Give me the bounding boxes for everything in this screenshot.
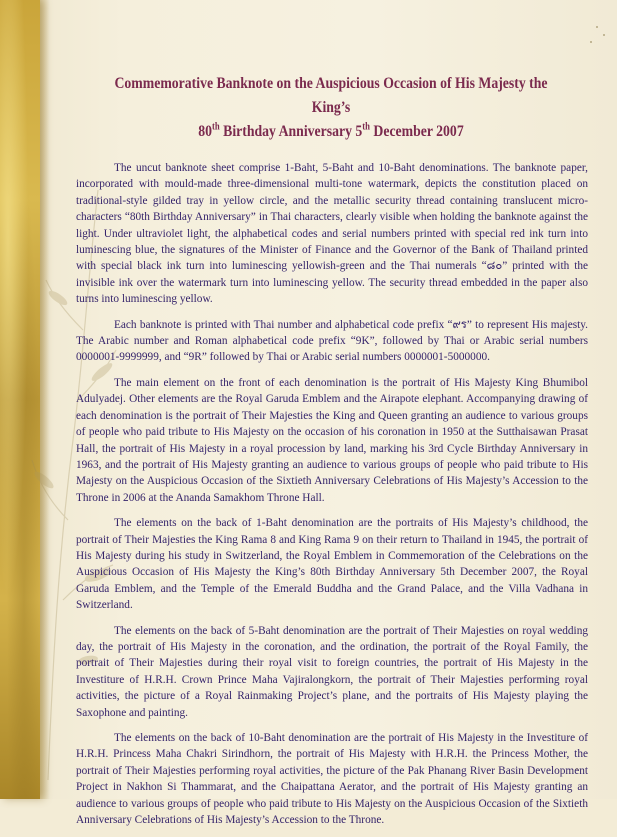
paragraph-1-baht-back: The elements on the back of 1-Baht denomination are the portraits of His Majesty’s childhood, the portrait of Their Majesties the King Rama 8 and King Rama 9 on their return to Thailand in 1945, the portrait of His Majesty during his study in Switzerland, the Royal Emblem in Commemoration of the Celebrations on the Auspicious Occasion of His Majesty the King’s 80th Birthday Anniversary 5th December 2007, the Royal Garuda Emblem, and the Temple of the Emerald Buddha and the Grand Palace, and the Villa Vadhana in Switzerland. <box>76 517 588 612</box>
title-number: 80 <box>198 123 213 140</box>
body-text <box>76 160 588 837</box>
paragraph-front-elements: The main element on the front of each denomination is the portrait of His Majesty King Bhumibol Adulyadej. Other elements are the Royal Garuda Emblem and the Airapote elephant. Accompanying drawing of each denomination is the portrait of Their Majesties the King and Queen granting an audience to various groups of people who paid tribute to His Majesty on the occasion of his coronation in 1950 at the Sutthaisawan Prasat Hall, the portrait of His Majesty in a royal procession by land, marking his 3rd Cycle Birthday Anniversary in 1963, and the portrait of His Majesty granting an audience to various groups of people who paid tribute to His Majesty on the Auspicious Occasion of the Sixtieth Anniversary Celebrations of His Majesty’s Accession to the Throne in 2006 at the Ananda Samakhom Throne Hall. <box>76 376 588 504</box>
title-end: December 2007 <box>369 123 464 140</box>
page-title-line-1: Commemorative Banknote on the Auspicious Occasion of His Majesty the King’s <box>114 75 548 116</box>
title-block <box>76 72 586 144</box>
paragraph-5-baht-back: The elements on the back of 5-Baht denomination are the portrait of Their Majesties on royal wedding day, the portrait of His Majesty in the coronation, and the ordination, the portrait of the Royal Family, the portrait of Their Majesties during their royal visit to foreign countries, the portrait of His Majesty in the Investiture of H.R.H. Crown Prince Maha Vajiralongkorn, the portrait of Their Majesties performing royal activities, the picture of a Royal Rainmaking Project’s plane, and the portraits of His Majesty playing the Saxophone and painting. <box>76 624 588 719</box>
paragraph-10-baht-back: The elements on the back of 10-Baht denomination are the portrait of His Majesty in the Investiture of H.R.H. Princess Maha Chakri Sirindhorn, the portrait of His Majesty with H.R.H. the Princess Mother, the portrait of Their Majesties performing royal activities, the picture of the Pak Phanang River Basin Development Project in Nakhon Si Thammarat, and the Chaipattana Aerator, and the portrait of His Majesty granting an audience to various groups of people who paid tribute to His Majesty on the Auspicious Occasion of the Sixtieth Anniversary Celebrations of His Majesty’s Accession to the Throne. <box>76 732 588 827</box>
paragraph-watermark: The uncut banknote sheet comprise 1-Baht, 5-Baht and 10-Baht denominations. The banknote paper, incorporated with mould-made three-dimensional multi-tone watermark, depicts the constitution placed on traditional-style gilded tray in yellow circle, and the metallic security thread containing translucent micro-characters “80th Birthday Anniversary” in Thai characters, clearly visible when holding the banknote against the light. Under ultraviolet light, the alphabetical codes and serial numbers printed with special red ink turn into luminescing blue, the signatures of the Minister of Finance and the Governor of the Bank of Thailand printed with special black ink turn into luminescing yellowish-green and the Thai numerals “๘๐” printed with the invisible ink over the watermark turn into luminescing yellow. The security thread embedded in the paper also turns into luminescing yellow. <box>76 162 588 306</box>
paragraph-serial-numbers: Each banknote is printed with Thai number and alphabetical code prefix “๙ร” to represent His majesty. The Arabic number and Roman alphabetical code prefix “9K”, followed by Thai or Arabic serial numbers 0000001-9999999, and “9R” followed by Thai or Arabic serial numbers 0000001-5000000. <box>76 318 588 364</box>
title-ordinal-2: th <box>362 121 370 133</box>
title-middle: Birthday Anniversary 5 <box>219 123 363 140</box>
page-title-line-2 <box>112 120 551 144</box>
title-ordinal-1: th <box>212 121 220 133</box>
